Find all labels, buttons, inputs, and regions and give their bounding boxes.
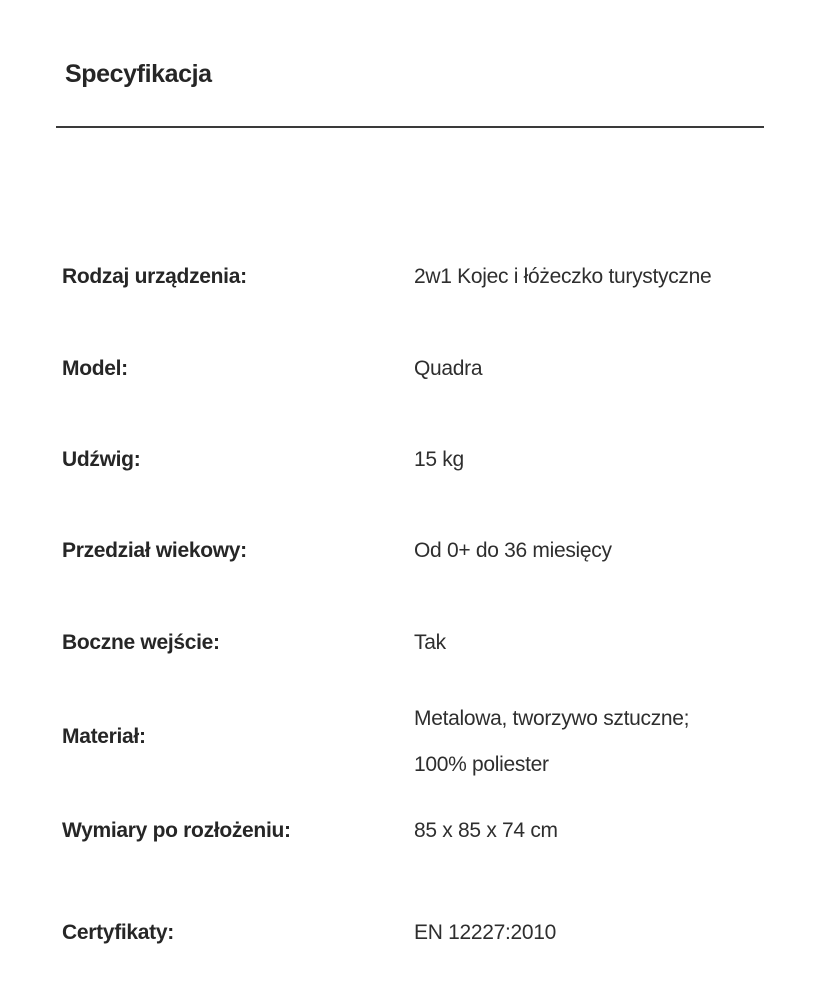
spec-value: EN 12227:2010 [414,921,557,944]
section-title: Specyfikacja [65,60,212,88]
spec-value: Od 0+ do 36 miesięcy [414,539,612,562]
spec-value-line: Metalowa, tworzywo sztuczne; [414,707,690,730]
spec-label: Boczne wejście: [62,631,220,654]
spec-label: Wymiary po rozłożeniu: [62,819,291,842]
spec-value: Tak [414,631,446,654]
spec-value: Quadra [414,357,483,380]
spec-value-line: 100% poliester [414,753,549,776]
title-divider [56,126,764,128]
spec-label: Certyfikaty: [62,921,174,944]
spec-value [414,702,689,782]
spec-value: 2w1 Kojec i łóżeczko turystyczne [414,265,712,288]
spec-label: Model: [62,357,128,380]
spec-value: 15 kg [414,448,464,471]
spec-label: Przedział wiekowy: [62,539,247,562]
spec-label: Rodzaj urządzenia: [62,265,247,288]
spec-label: Udźwig: [62,448,141,471]
spec-value: 85 x 85 x 74 cm [414,819,558,842]
spec-label: Materiał: [62,725,146,748]
